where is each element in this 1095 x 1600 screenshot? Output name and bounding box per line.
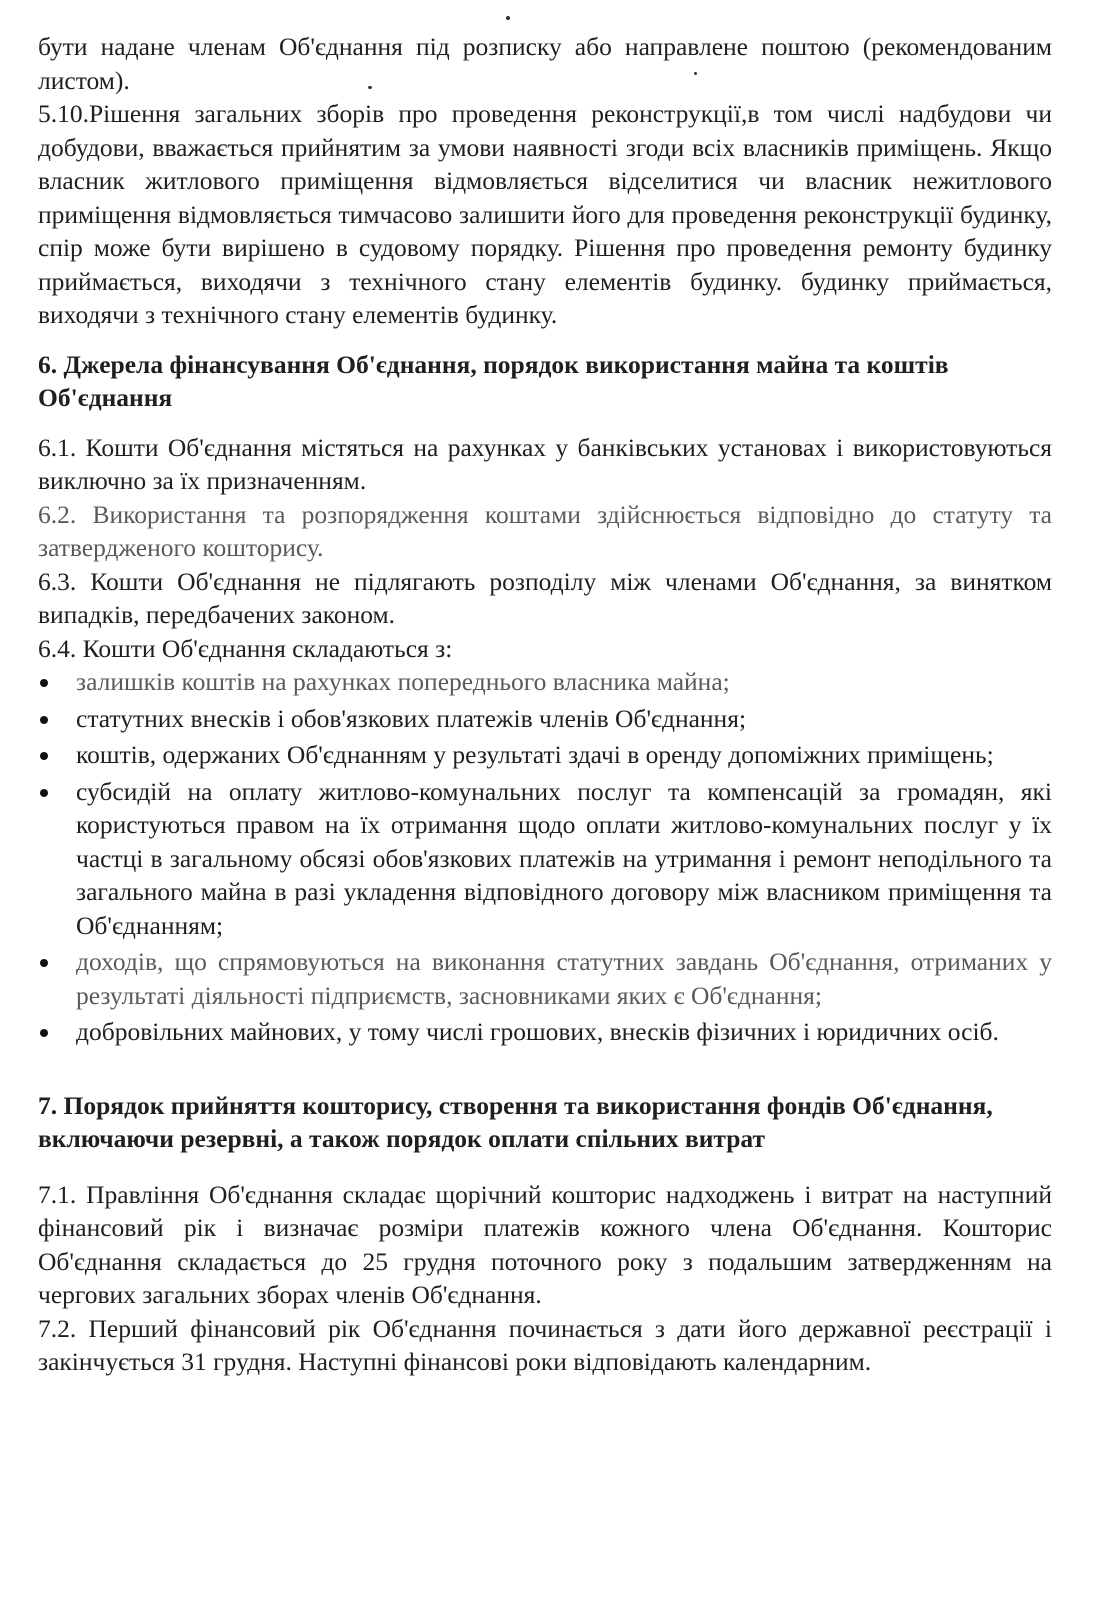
paragraph-7-2: 7.2. Перший фінансовий рік Об'єднання починається з дати його державної реєстрації і закінчується 31 грудня. Наступні фінансові роки відповідають календарним. — [38, 1313, 1052, 1376]
bullet-icon — [40, 679, 48, 687]
list-item — [38, 738, 1052, 772]
paragraph-5-9-continuation: бути надане членам Об'єднання під розписку або направлене поштою (рекомендованим листом). — [38, 32, 1052, 95]
list-item-text: добровільних майнових, у тому числі грошових, внесків фізичних і юридичних осіб. — [76, 1017, 999, 1046]
scan-speck — [694, 72, 697, 75]
list-item-text: залишків коштів на рахунках попереднього власника майна; — [76, 667, 730, 696]
section-6-title: 6. Джерела фінансування Об'єднання, порядок використання майна та коштів Об'єднання — [38, 349, 949, 412]
paragraph-6-4: 6.4. Кошти Об'єднання складаються з: — [38, 633, 453, 663]
list-item — [38, 702, 1052, 736]
list-item — [38, 1015, 1052, 1049]
paragraph-6-2: 6.2. Використання та розпорядження коштами здійснюється відповідно до статуту та затвердженого кошторису. — [38, 499, 1052, 562]
funding-sources-list — [38, 665, 1052, 1049]
bullet-icon — [40, 1029, 48, 1037]
bullet-icon — [40, 752, 48, 760]
bullet-icon — [40, 959, 48, 967]
paragraph-6-3: 6.3. Кошти Об'єднання не підлягають розподілу між членами Об'єднання, за винятком випадків, передбачених законом. — [38, 566, 1052, 629]
list-item-text: статутних внесків і обов'язкових платежів членів Об'єднання; — [76, 703, 747, 733]
document-page — [38, 30, 1052, 1379]
paragraph-6-1: 6.1. Кошти Об'єднання містяться на рахунках у банківських установах і використовуються виключно за їх призначенням. — [38, 432, 1052, 495]
list-item-text: субсидій на оплату житлово-комунальних послуг та компенсацій за громадян, які користуються правом на їх отримання щодо оплати житлово-комунальних послуг у їх частці в загальному обсязі обов'язкових платежів на утримання і ремонт неподільного та загального майна в разі укладення відповідного договору між власником приміщення та Об'єднанням; — [76, 776, 1052, 940]
scan-speck — [506, 16, 510, 20]
paragraph-5-10: 5.10.Рішення загальних зборів про проведення реконструкції,в том числі надбудови чи добудови, вважається прийнятим за умови наявності згоди всіх власників приміщень. Якщо власник житлового приміщення відмовляється відселитися чи власник нежитлового приміщення відмовляється тимчасово залишити його для проведення реконструкції будинку, спір може бути вирішено в судовому порядку. Рішення про проведення ремонту будинку приймається, виходячи з технічного стану елементів будинку. будинку приймається, виходячи з технічного стану елементів будинку. — [38, 99, 1052, 329]
list-item-text: доходів, що спрямовуються на виконання статутних завдань Об'єднання, отриманих у результаті діяльності підприємств, засновниками яких є Об'єднання; — [76, 947, 1052, 1010]
list-item-text: коштів, одержаних Об'єднанням у результаті здачі в оренду допоміжних приміщень; — [76, 740, 994, 769]
bullet-icon — [40, 716, 48, 724]
list-item — [38, 665, 1052, 699]
paragraph-7-1: 7.1. Правління Об'єднання складає щорічний кошторис надходжень і витрат на наступний фінансовий рік і визначає розміри платежів кожного члена Об'єднання. Кошторис Об'єднання складається до 25 грудня поточного року з подальшим затвердженням на чергових загальних зборах членів Об'єднання. — [38, 1179, 1052, 1309]
list-item — [38, 945, 1052, 1012]
bullet-icon — [40, 789, 48, 797]
scan-speck — [368, 86, 372, 89]
section-7-title: 7. Порядок прийняття кошторису, створення та використання фондів Об'єднання, включаючи резервні, а також порядок оплати спільних витрат — [38, 1090, 993, 1153]
list-item — [38, 775, 1052, 943]
